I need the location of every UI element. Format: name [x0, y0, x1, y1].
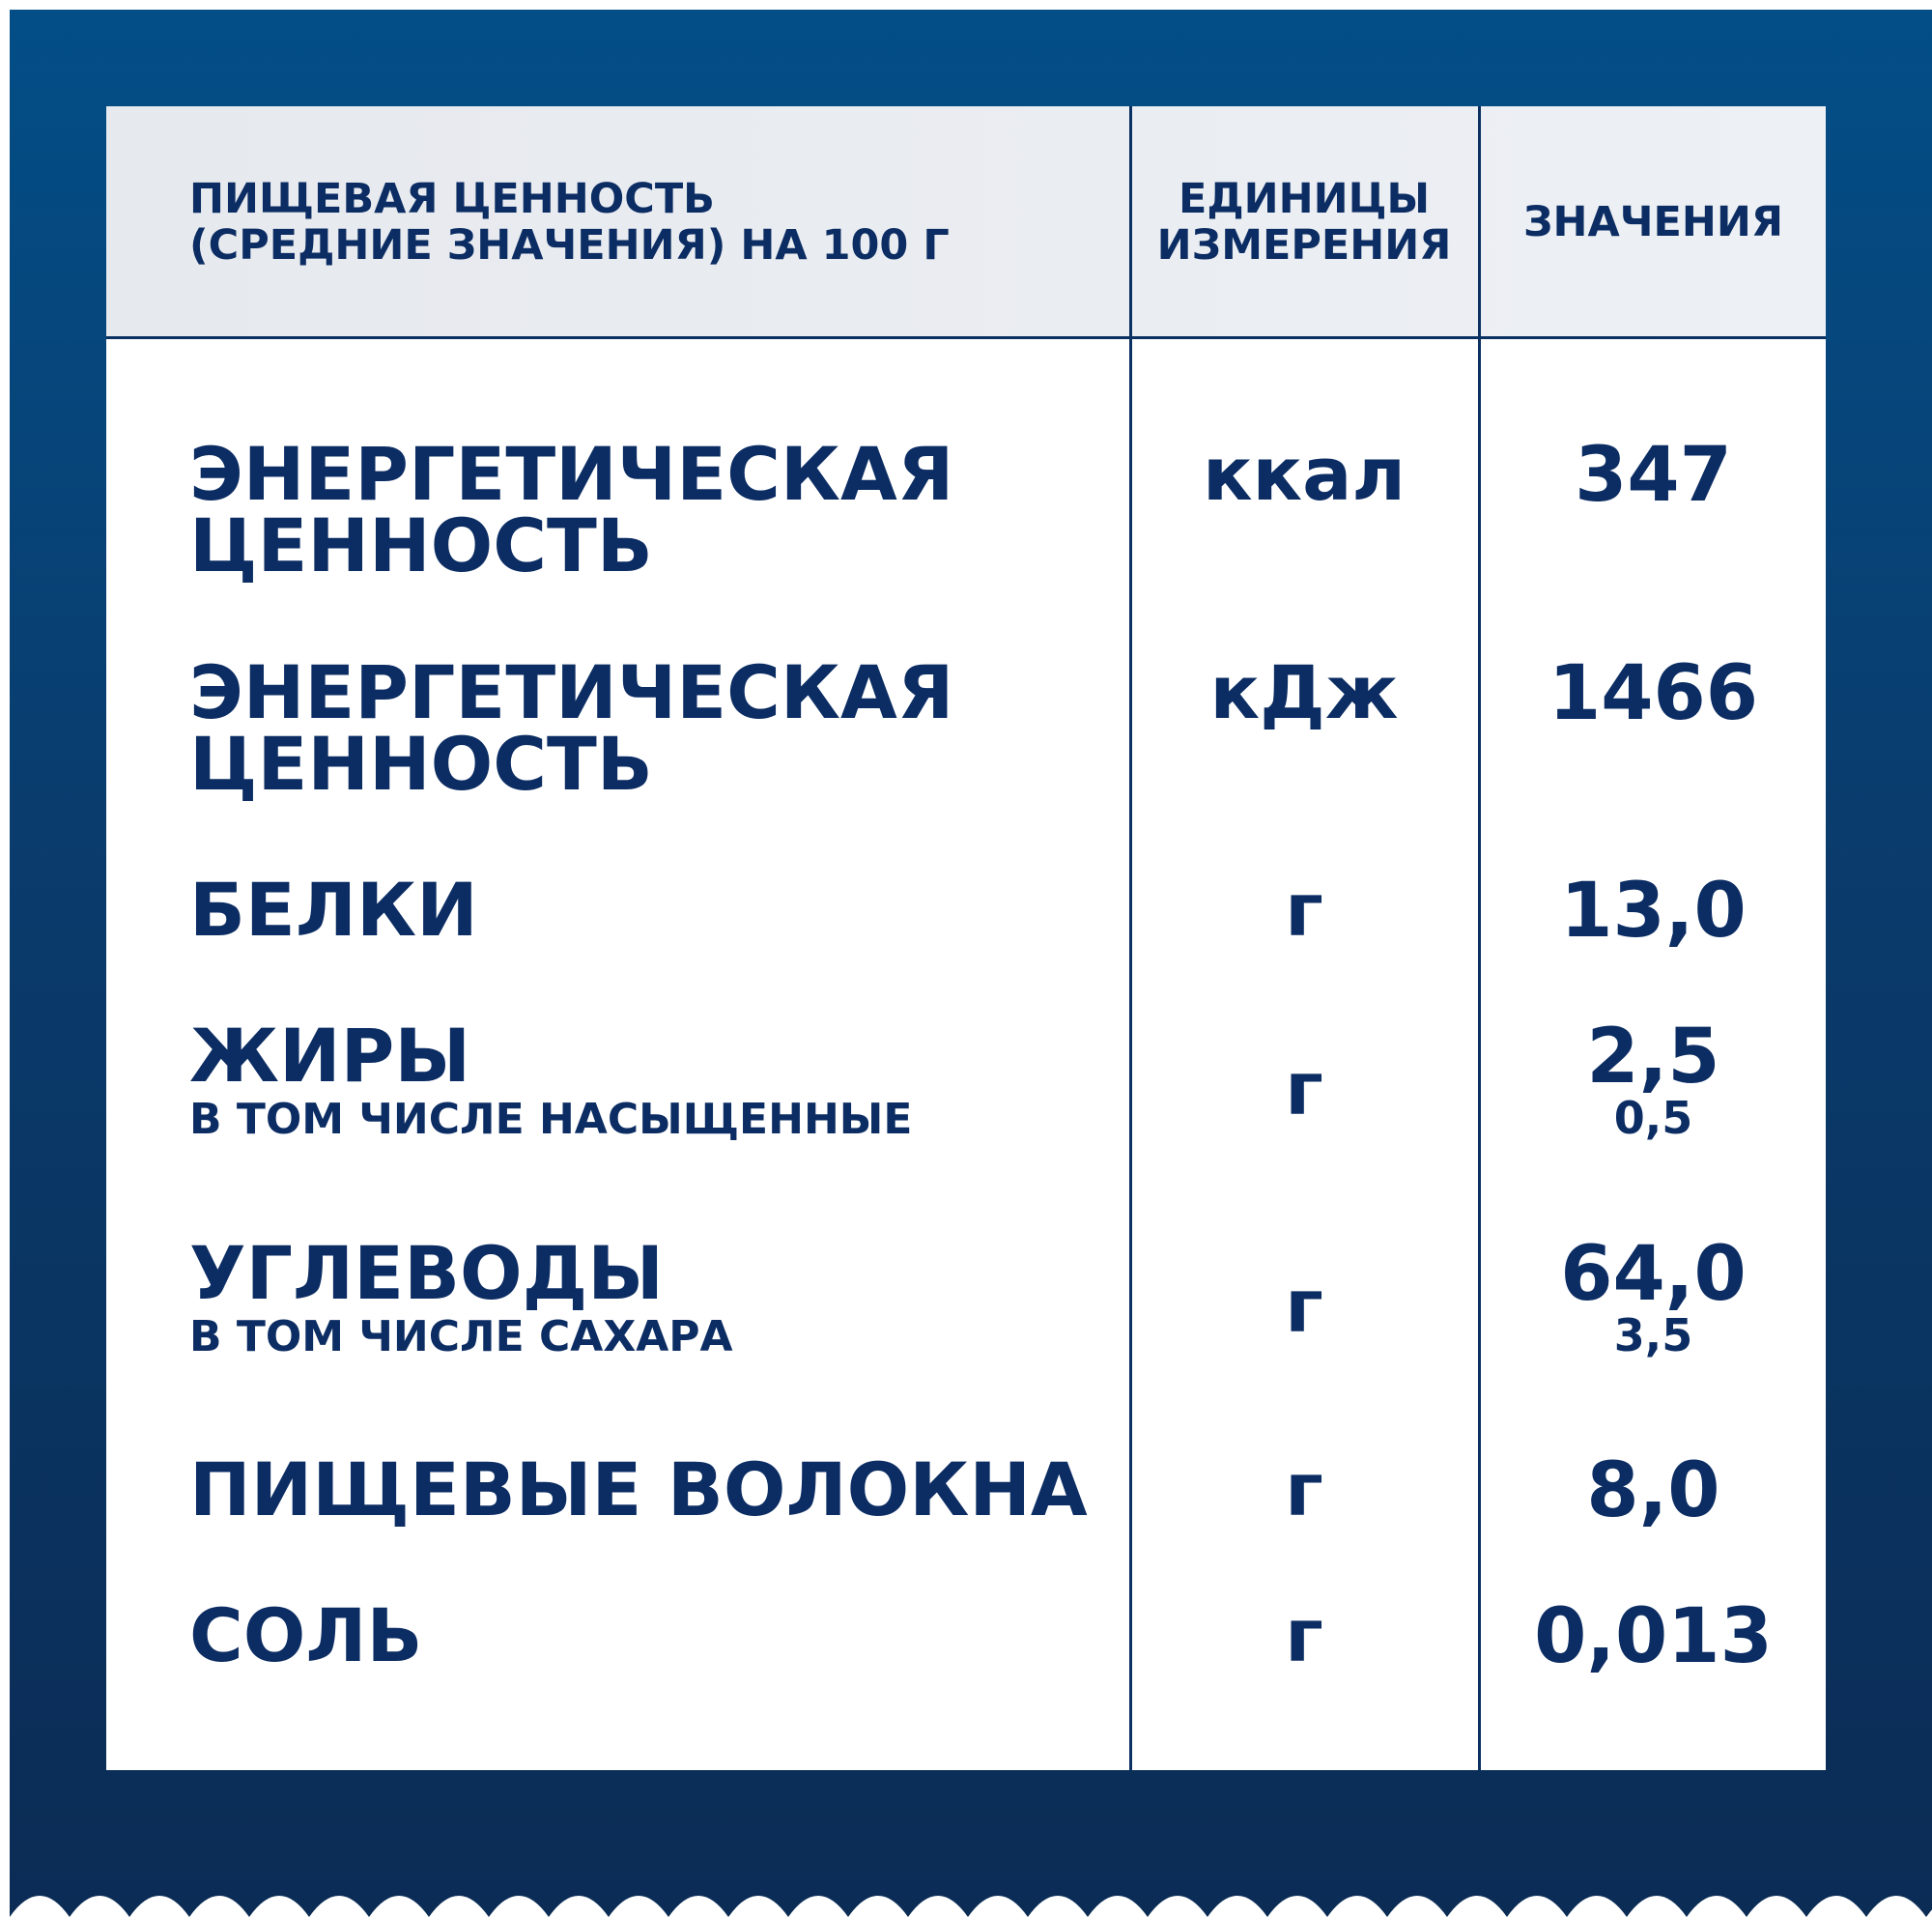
- row-name: СОЛЬ: [189, 1592, 423, 1678]
- row-name: БЕЛКИ: [189, 867, 478, 953]
- row-unit: г: [1285, 1263, 1323, 1349]
- wave-border: [10, 1869, 1932, 1917]
- row-value: 8,0: [1586, 1447, 1720, 1534]
- row-unit: ккал: [1202, 431, 1406, 517]
- nutrition-table: [106, 106, 1826, 1770]
- header-nutrition-line1: ПИЩЕВАЯ ЦЕННОСТЬ: [189, 175, 715, 223]
- row-name-line2: ЦЕННОСТЬ: [189, 502, 653, 588]
- row-name-line1: ЭНЕРГЕТИЧЕСКАЯ: [189, 649, 954, 735]
- header-nutrition-line2: (СРЕДНИЕ ЗНАЧЕНИЯ) НА 100 Г: [189, 221, 950, 270]
- row-unit: г: [1285, 1446, 1323, 1532]
- row-name: ПИЩЕВЫЕ ВОЛОКНА: [189, 1446, 1088, 1532]
- row-value: 13,0: [1560, 868, 1747, 955]
- header-units-line1: ЕДИНИЦЫ: [1178, 175, 1431, 223]
- row-name-line2: ЦЕННОСТЬ: [189, 721, 653, 807]
- row-name-line1: ЭНЕРГЕТИЧЕСКАЯ: [189, 431, 954, 517]
- row-name: ЖИРЫ: [189, 1013, 471, 1099]
- row-unit: г: [1285, 1592, 1323, 1678]
- row-subname: В ТОМ ЧИСЛЕ САХАРА: [189, 1312, 733, 1361]
- row-name: УГЛЕВОДЫ: [189, 1230, 665, 1316]
- row-value: 0,013: [1534, 1593, 1773, 1680]
- row-value: 1466: [1548, 650, 1759, 737]
- header-units-line2: ИЗМЕРЕНИЯ: [1156, 221, 1452, 270]
- row-value: 347: [1575, 432, 1732, 519]
- row-unit: г: [1285, 1045, 1323, 1131]
- row-subname: В ТОМ ЧИСЛЕ НАСЫЩЕННЫЕ: [189, 1095, 913, 1144]
- row-subvalue: 3,5: [1613, 1309, 1693, 1361]
- header-units: [1130, 176, 1478, 269]
- row-value: 64,0: [1560, 1231, 1747, 1318]
- row-unit: г: [1285, 867, 1323, 953]
- header-nutrition-value: [189, 176, 950, 269]
- row-subvalue: 0,5: [1613, 1092, 1693, 1144]
- header-values: ЗНАЧЕНИЯ: [1522, 198, 1784, 246]
- row-unit: кДж: [1209, 649, 1399, 735]
- row-value: 2,5: [1586, 1014, 1720, 1101]
- header-divider: [106, 336, 1826, 339]
